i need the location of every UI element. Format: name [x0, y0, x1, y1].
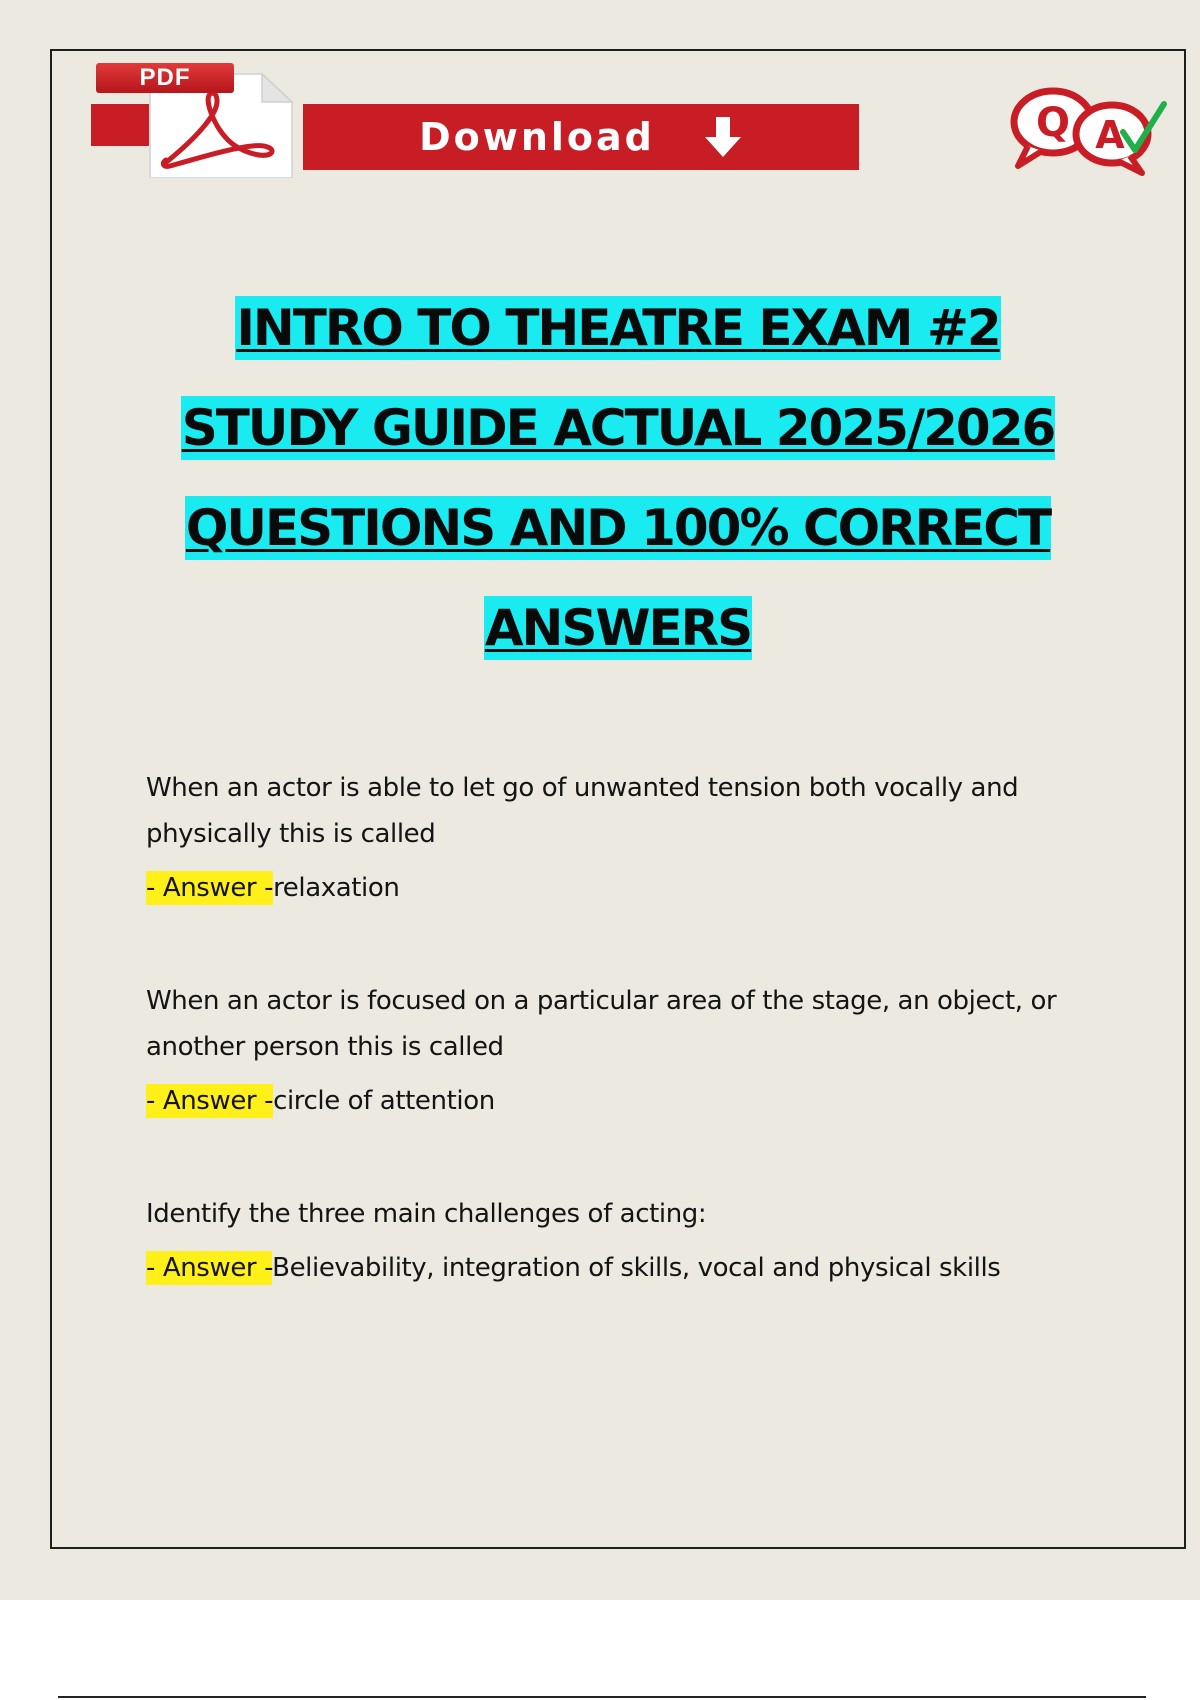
answer-prefix: - Answer -	[146, 1086, 274, 1116]
bottom-divider	[58, 1696, 1146, 1698]
title-line: STUDY GUIDE ACTUAL 2025/2026	[60, 396, 1176, 465]
download-button[interactable]	[303, 104, 859, 170]
download-label: Download	[419, 115, 655, 159]
question-text: When an actor is focused on a particular area of the stage, an object, or another person this is called	[146, 986, 1057, 1062]
qa-item	[146, 978, 1146, 1119]
title-line: INTRO TO THEATRE EXAM #2	[60, 296, 1176, 365]
answer-text: relaxation	[273, 873, 400, 903]
question-text: Identify the three main challenges of acting:	[146, 1199, 707, 1229]
title-line: QUESTIONS AND 100% CORRECT	[60, 496, 1176, 565]
answer-bubble-icon	[1076, 105, 1148, 173]
question-text: When an actor is able to let go of unwanted tension both vocally and physically this is called	[146, 773, 1019, 849]
pdf-download-banner	[91, 60, 859, 180]
answer-text: circle of attention	[273, 1086, 495, 1116]
qa-list	[146, 765, 1146, 1358]
logo-q-letter: Q	[1035, 100, 1071, 146]
title-line: ANSWERS	[60, 596, 1176, 665]
qa-item	[146, 1191, 1146, 1286]
answer-line	[146, 1250, 1146, 1286]
answer-line	[146, 1083, 1146, 1119]
answer-text: Believability, integration of skills, vocal and physical skills	[272, 1253, 1001, 1283]
document-title	[60, 296, 1176, 696]
answer-prefix: - Answer -	[146, 1253, 273, 1283]
banner-left-bar	[91, 104, 151, 146]
qa-logo	[1006, 84, 1168, 176]
qa-item	[146, 765, 1146, 906]
answer-prefix: - Answer -	[146, 873, 274, 903]
arrow-down-icon	[703, 115, 743, 159]
logo-a-letter: A	[1095, 113, 1125, 157]
pdf-label-tag: PDF	[96, 63, 234, 93]
answer-line	[146, 870, 1146, 906]
